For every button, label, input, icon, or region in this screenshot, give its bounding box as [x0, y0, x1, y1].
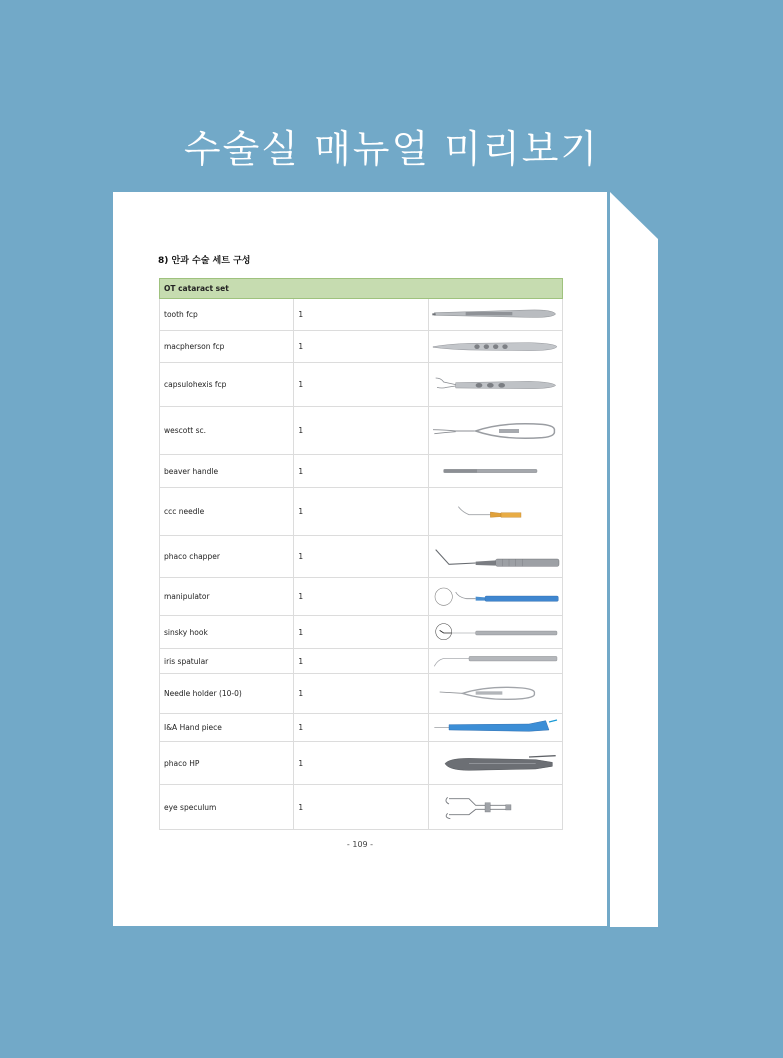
instrument-table — [159, 278, 563, 830]
sinsky-hook-image — [428, 616, 562, 649]
instrument-name: phaco chapper — [160, 536, 294, 578]
page-title: 수술실 매뉴얼 미리보기 — [183, 127, 600, 171]
instrument-name: phaco HP — [160, 742, 294, 785]
instrument-qty: 1 — [294, 299, 428, 331]
beaver-handle-image — [428, 455, 562, 488]
instrument-name: sinsky hook — [160, 616, 294, 649]
table-row — [160, 488, 563, 536]
phaco-handpiece-image — [428, 742, 562, 785]
table-row — [160, 536, 563, 578]
table-row — [160, 331, 563, 363]
instrument-name: beaver handle — [160, 455, 294, 488]
instrument-name: wescott sc. — [160, 407, 294, 455]
needle-holder-image — [428, 674, 562, 714]
instrument-qty: 1 — [294, 331, 428, 363]
table-row — [160, 742, 563, 785]
instrument-qty: 1 — [294, 714, 428, 742]
phaco-chopper-image — [428, 536, 562, 578]
table-row — [160, 714, 563, 742]
instrument-qty: 1 — [294, 536, 428, 578]
ia-handpiece-image — [428, 714, 562, 742]
instrument-name: iris spatular — [160, 649, 294, 674]
instrument-name: capsulohexis fcp — [160, 363, 294, 407]
instrument-qty: 1 — [294, 363, 428, 407]
instrument-qty: 1 — [294, 742, 428, 785]
manipulator-image — [428, 578, 562, 616]
instrument-qty: 1 — [294, 488, 428, 536]
table-row — [160, 363, 563, 407]
page-number: - 109 - — [346, 840, 374, 849]
instrument-qty: 1 — [294, 616, 428, 649]
instrument-name: Needle holder (10-0) — [160, 674, 294, 714]
table-row — [160, 616, 563, 649]
table-row — [160, 649, 563, 674]
instrument-qty: 1 — [294, 674, 428, 714]
capsulorhexis-forceps-image — [428, 363, 562, 407]
back-page-sheet — [610, 192, 658, 927]
instrument-name: macpherson fcp — [160, 331, 294, 363]
table-row — [160, 299, 563, 331]
ccc-needle-image — [428, 488, 562, 536]
table-row — [160, 674, 563, 714]
table-title: OT cataract set — [160, 279, 563, 299]
instrument-name: tooth fcp — [160, 299, 294, 331]
iris-spatula-image — [428, 649, 562, 674]
table-row — [160, 578, 563, 616]
table-row — [160, 407, 563, 455]
tooth-forceps-image — [428, 299, 562, 331]
westcott-scissors-image — [428, 407, 562, 455]
instrument-qty: 1 — [294, 407, 428, 455]
instrument-qty: 1 — [294, 785, 428, 830]
instrument-name: manipulator — [160, 578, 294, 616]
instrument-qty: 1 — [294, 578, 428, 616]
document-page — [113, 192, 607, 926]
table-row — [160, 785, 563, 830]
instrument-qty: 1 — [294, 649, 428, 674]
section-heading: 8) 안과 수술 세트 구성 — [158, 256, 251, 266]
table-row — [160, 455, 563, 488]
instrument-qty: 1 — [294, 455, 428, 488]
macpherson-forceps-image — [428, 331, 562, 363]
instrument-name: I&A Hand piece — [160, 714, 294, 742]
eye-speculum-image — [428, 785, 562, 830]
table-header-row — [160, 279, 563, 299]
instrument-name: eye speculum — [160, 785, 294, 830]
instrument-name: ccc needle — [160, 488, 294, 536]
